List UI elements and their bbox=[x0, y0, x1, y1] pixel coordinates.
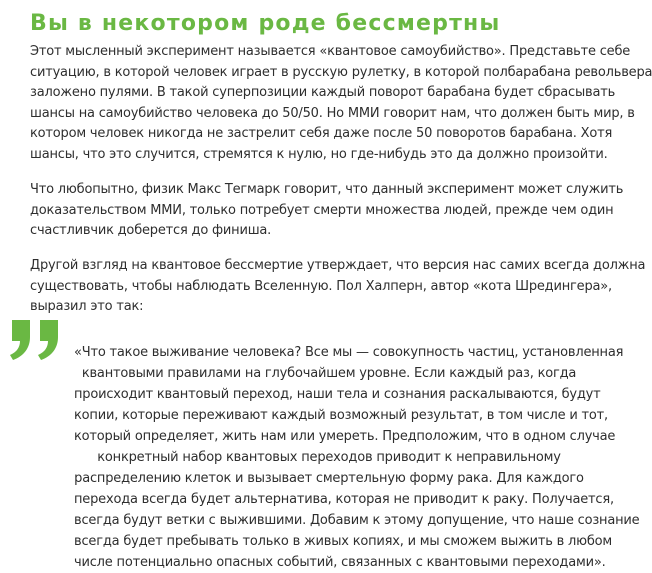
paragraph-line: существовать, чтобы наблюдать Вселенную. Пол Халперн, автор «кота Шредингера», bbox=[30, 278, 612, 294]
quote-line: «Что такое выживание человека? Все мы — совокупность частиц, установленная bbox=[74, 345, 624, 360]
paragraph-line: котором человек никогда не застрелит себя даже после 50 поворотов барабана. Хотя bbox=[30, 126, 613, 142]
quote-line: числе потенциально опасных событий, связанных с квантовыми переходами». bbox=[74, 555, 606, 570]
quote-line: всегда будет пребывать только в живых копиях, и мы сможем выжить в любом bbox=[74, 534, 613, 549]
quote-line: копии, которые переживают каждый возможный результат, в том числе и тот, bbox=[74, 408, 608, 423]
quote-line: конкретный набор квантовых переходов приводит к неправильному bbox=[97, 450, 561, 465]
quote-mark-icon bbox=[8, 318, 68, 362]
paragraph-line: Этот мысленный эксперимент называется «квантовое самоубийство». Представьте себе bbox=[30, 44, 631, 59]
paragraph-line: Что любопытно, физик Макс Тегмарк говорит, что данный эксперимент может служить bbox=[30, 182, 624, 197]
quote-line: всегда будут ветки с выжившими. Добавим к этому допущение, что наше сознание bbox=[74, 513, 640, 528]
quote-line: происходит квантовый переход, наши тела и сознания раскалываются, будут bbox=[74, 387, 601, 402]
paragraph-line: шансы на самоубийство человека до 50/50. Но ММИ говорит нам, что должен быть мир, в bbox=[30, 105, 635, 121]
quote-line: который определяет, жить нам или умереть. Предположим, что в одном случае bbox=[74, 429, 616, 444]
paragraph-line: доказательством ММИ, только потребует смерти множества людей, прежде чем один bbox=[30, 202, 614, 218]
paragraph-halpern bbox=[30, 256, 645, 318]
paragraph-line: ситуацию, в которой человек играет в русскую рулетку, в которой полбарабана револьвера bbox=[30, 64, 652, 80]
article-heading: Вы в некотором роде бессмертны bbox=[30, 11, 501, 36]
quote-line: распределению клеток и вызывает смертельную форму рака. Для каждого bbox=[74, 471, 584, 486]
quote-line: квантовыми правилами на глубочайшем уровне. Если каждый раз, когда bbox=[81, 366, 577, 381]
paragraph-line: счастливчик доберется до финиша. bbox=[30, 223, 272, 239]
quote-line: перехода всегда будет альтернатива, которая не приводит к раку. Получается, bbox=[74, 492, 614, 507]
paragraph-quantum-suicide bbox=[30, 42, 652, 166]
halpern-quote bbox=[74, 342, 640, 573]
paragraph-line: заложено пулями. В такой суперпозиции каждый поворот барабана будет сбрасывать bbox=[30, 85, 616, 101]
paragraph-line: шансы, что это случится, стремятся к нулю, но где-нибудь это да должно произойти. bbox=[30, 146, 608, 162]
paragraph-tegmark bbox=[30, 180, 623, 242]
paragraph-line: выразил это так: bbox=[30, 299, 144, 315]
paragraph-line: Другой взгляд на квантовое бессмертие утверждает, что версия нас самих всегда должна bbox=[30, 258, 646, 273]
